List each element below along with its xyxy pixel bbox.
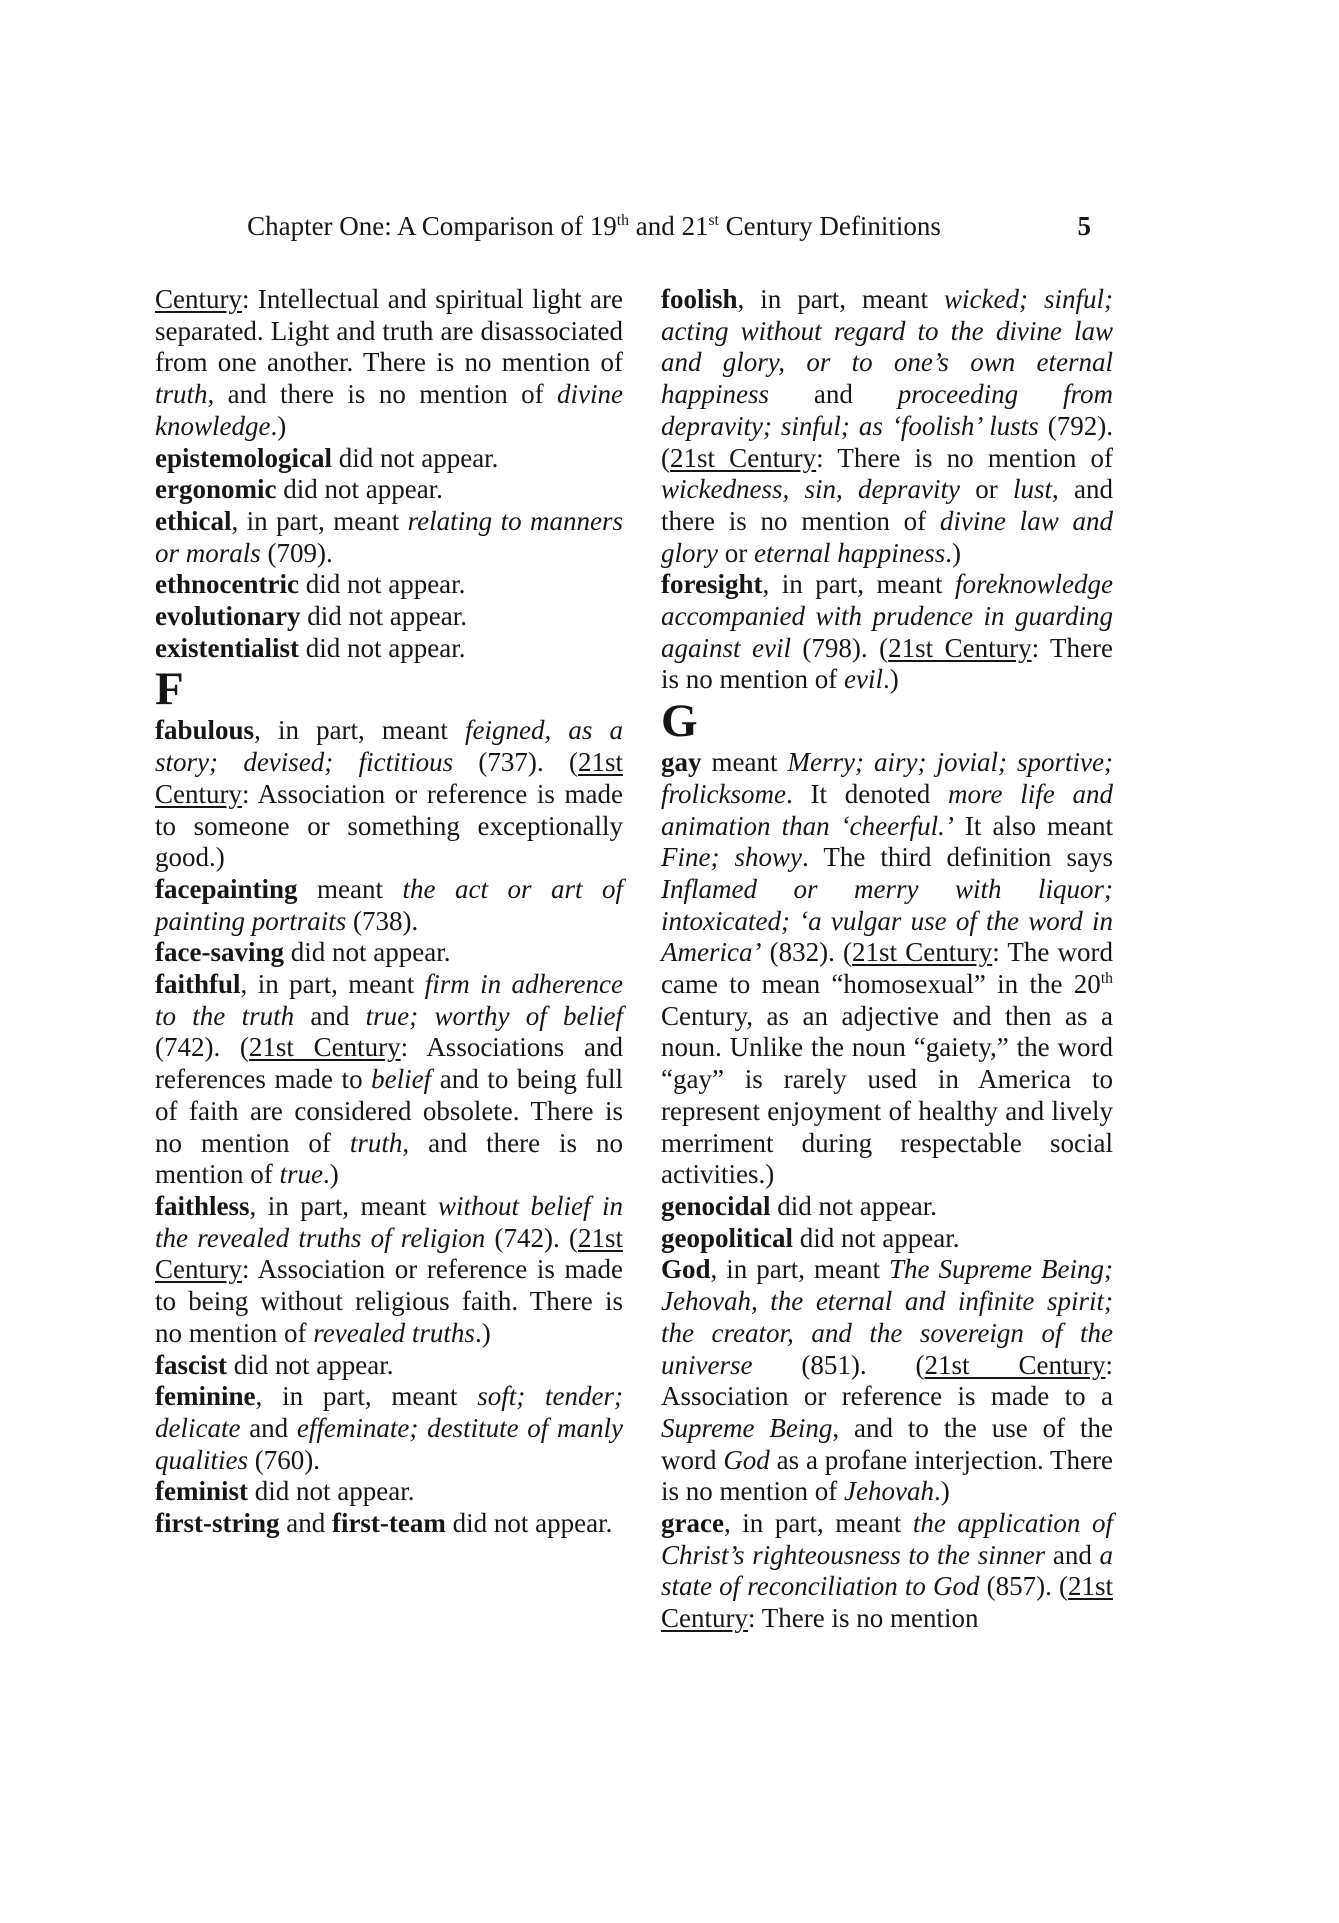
text-segment: or xyxy=(718,537,754,568)
text-segment: and xyxy=(1045,1539,1100,1570)
text-segment: , and there is no mention of xyxy=(661,474,1114,536)
text-segment: (792). ( xyxy=(661,410,1114,473)
text-segment: face-saving xyxy=(155,937,284,968)
text-segment: (737). ( xyxy=(453,747,578,778)
text-segment: : Association or reference is made to someone or something exceptionally good.) xyxy=(155,778,623,873)
text-segment: Century, as an adjective and then as a noun. Unlike the noun “gaiety,” the word “gay” is rarely used in America to represent enjoyment of healthy and lively merriment during respectable social activities.) xyxy=(661,1000,1113,1190)
text-segment: belief xyxy=(371,1064,432,1095)
text-segment: divine law and glory xyxy=(661,505,1113,568)
text-segment: divine knowledge xyxy=(155,379,623,441)
dictionary-entry xyxy=(155,1508,623,1540)
section-letter: G xyxy=(661,695,698,748)
text-segment: without belief in the revealed truths of religion xyxy=(155,1190,623,1253)
chapter-title xyxy=(155,211,1033,241)
text-segment: genocidal xyxy=(661,1190,771,1221)
text-segment: faithful xyxy=(155,969,241,1000)
text-segment: epistemological xyxy=(155,442,332,473)
text-segment: : There is no mention xyxy=(748,1603,979,1634)
text-segment: Century Definitions xyxy=(718,211,941,241)
text-segment: : Association or reference is made to being without religious faith. There is no mention of xyxy=(155,1254,623,1348)
text-segment: 21st Century xyxy=(888,632,1032,663)
text-segment: did not appear. xyxy=(300,601,467,632)
text-segment: , in part, meant xyxy=(249,1190,438,1221)
text-segment: grace xyxy=(661,1508,724,1539)
dictionary-entry xyxy=(155,1476,623,1508)
text-segment: , and there is no mention of xyxy=(155,1127,624,1190)
text-segment: : Associations and references made to xyxy=(155,1032,623,1095)
dictionary-entry xyxy=(155,474,623,506)
text-segment: Century xyxy=(155,284,242,314)
text-segment: (742). ( xyxy=(485,1222,578,1253)
text-segment: fabulous xyxy=(155,715,255,746)
text-segment: fascist xyxy=(155,1349,227,1380)
text-segment: Inflamed or merry with liquor; intoxicated; ‘a vulgar use of the word in America’ xyxy=(661,873,1113,968)
text-segment: did not appear. xyxy=(276,474,443,505)
text-segment: and xyxy=(279,1508,332,1539)
text-segment: did not appear. xyxy=(445,1508,613,1539)
text-segment: feminine xyxy=(155,1381,256,1412)
text-segment: and xyxy=(769,379,898,410)
text-segment: first-string xyxy=(155,1508,280,1539)
text-segment: .) xyxy=(882,664,899,695)
text-segment: truth xyxy=(349,1127,403,1158)
text-segment: . It denoted xyxy=(785,778,948,809)
text-segment: did not appear. xyxy=(792,1222,960,1253)
text-segment: first-team xyxy=(331,1508,446,1539)
text-segment: feigned, as a story; devised; fictitious xyxy=(155,715,623,778)
text-segment: did not appear. xyxy=(298,569,466,600)
text-segment: Chapter One: A Comparison of 19 xyxy=(247,211,617,241)
text-segment: and xyxy=(294,1000,366,1031)
text-segment: 21st Century xyxy=(661,1571,1113,1634)
text-segment: effeminate; destitute of manly qualities xyxy=(155,1412,623,1475)
text-segment: relating to manners or morals xyxy=(155,505,624,568)
text-segment: more life and animation than ‘cheerful.’ xyxy=(661,778,1113,841)
text-segment: the act or art of painting portraits xyxy=(155,873,623,936)
dictionary-entry xyxy=(155,874,623,937)
dictionary-entry xyxy=(155,443,623,475)
dictionary-entry xyxy=(155,601,623,633)
dictionary-entry xyxy=(155,969,623,1191)
dictionary-entry xyxy=(155,506,623,569)
text-segment: 21st Century xyxy=(670,442,817,473)
text-segment: and xyxy=(240,1412,297,1443)
text-segment: (709). xyxy=(260,537,333,568)
text-segment: (857). ( xyxy=(979,1571,1068,1602)
dictionary-entry xyxy=(155,569,623,601)
text-segment: , in part, meant xyxy=(710,1254,890,1285)
text-segment: a state of reconciliation to God xyxy=(661,1539,1113,1602)
dictionary-entry xyxy=(661,1223,1113,1255)
text-segment: .) xyxy=(933,1476,950,1507)
dictionary-entry xyxy=(155,1191,623,1350)
text-segment: (760). xyxy=(248,1444,320,1475)
text-segment: foolish xyxy=(661,284,738,314)
dictionary-entry xyxy=(155,1381,623,1476)
text-segment: The Supreme Being; Jehovah, the eternal and infinite spirit; the creator, and the sovereign of the universe xyxy=(661,1254,1113,1380)
text-segment: , in part, meant xyxy=(254,715,466,746)
text-segment: the application of Christ’s righteousness to the sinner xyxy=(661,1508,1113,1570)
text-segment: th xyxy=(1100,970,1113,988)
text-segment: did not appear. xyxy=(298,632,466,663)
text-segment: did not appear. xyxy=(247,1476,415,1507)
text-segment: God xyxy=(661,1254,711,1285)
running-header xyxy=(155,211,1113,241)
text-segment: meant xyxy=(701,747,788,778)
text-segment: and 21 xyxy=(628,211,709,241)
text-segment: revealed truths xyxy=(313,1317,475,1348)
text-segment: did not appear. xyxy=(770,1190,937,1221)
page-number: 5 xyxy=(1077,211,1091,241)
text-segment: (832). ( xyxy=(761,937,853,968)
text-segment: : There is no mention of xyxy=(661,632,1114,695)
dictionary-entry xyxy=(661,284,1113,569)
text-segment: .) xyxy=(270,410,287,441)
text-segment: ethnocentric xyxy=(155,569,299,600)
text-segment: , and there is no mention of xyxy=(207,379,558,410)
text-segment: foresight xyxy=(661,569,763,600)
text-segment: th xyxy=(616,212,629,229)
right-column xyxy=(661,284,1113,1635)
section-letter: F xyxy=(155,663,184,716)
dictionary-entry xyxy=(661,569,1113,696)
text-segment: st xyxy=(708,212,719,229)
text-segment: geopolitical xyxy=(661,1222,793,1253)
text-segment: lust xyxy=(1013,474,1053,505)
text-segment: , in part, meant xyxy=(762,569,956,600)
text-segment: gay xyxy=(661,747,702,778)
text-segment: , in part, meant xyxy=(723,1508,913,1539)
text-segment: existentialist xyxy=(155,632,299,663)
text-segment: or xyxy=(959,474,1013,505)
text-segment: : Intellectual and spiritual light are separated. Light and truth are disassociated from one another. There is no mention of xyxy=(155,284,623,378)
text-segment: proceeding from depravity; sinful; as ‘foolish’ lusts xyxy=(661,379,1114,441)
text-segment: , in part, meant xyxy=(255,1381,478,1412)
text-segment: did not appear. xyxy=(283,937,451,968)
text-segment: foreknowledge accompanied with prudence in guarding against evil xyxy=(661,569,1113,663)
dictionary-entry xyxy=(155,1350,623,1382)
text-segment: and to being full of faith are considered obsolete. There is no mention of xyxy=(155,1064,624,1158)
text-segment: .) xyxy=(322,1159,339,1190)
text-segment: : The word came to mean “homosexual” in the 20 xyxy=(661,937,1114,1000)
text-segment: as a profane interjection. There is no mention of xyxy=(661,1444,1113,1507)
text-segment: wicked; sinful; acting without regard to the divine law and glory, or to one’s own eternal happiness xyxy=(661,284,1113,410)
dictionary-entry xyxy=(155,937,623,969)
dictionary-entry xyxy=(661,1254,1113,1508)
text-segment: : Association or reference is made to a xyxy=(661,1349,1113,1412)
text-segment: feminist xyxy=(155,1476,248,1507)
dictionary-entry xyxy=(155,633,623,665)
dictionary-entry xyxy=(155,284,623,443)
text-segment: 21st Century xyxy=(155,747,623,809)
text-segment: : There is no mention of xyxy=(816,442,1113,473)
text-segment: God xyxy=(723,1444,770,1475)
text-segment: .) xyxy=(945,537,961,568)
text-segment: It also meant xyxy=(953,810,1113,841)
text-segment: did not appear. xyxy=(226,1349,394,1380)
dictionary-entry xyxy=(661,747,1113,1191)
text-segment: evil xyxy=(844,664,883,695)
text-segment: did not appear. xyxy=(331,442,499,473)
text-segment: 21st Century xyxy=(852,937,993,968)
text-segment: true; worthy of belief xyxy=(365,1000,624,1031)
text-segment: faithless xyxy=(155,1190,250,1221)
text-segment: (738). xyxy=(346,905,419,936)
text-segment: , in part, meant xyxy=(737,284,945,314)
text-segment: Supreme Being xyxy=(661,1412,833,1443)
text-segment: meant xyxy=(297,873,403,904)
text-segment: true xyxy=(279,1159,323,1190)
text-segment: , and to the use of the word xyxy=(661,1412,1113,1475)
text-segment: (742). ( xyxy=(155,1032,249,1063)
text-segment: ergonomic xyxy=(155,474,277,505)
text-segment: wickedness, sin, depravity xyxy=(661,474,960,505)
text-segment: 21st Century xyxy=(924,1349,1106,1380)
text-segment: 21st Century xyxy=(155,1222,623,1285)
text-segment: soft; tender; delicate xyxy=(155,1381,623,1443)
text-segment: .) xyxy=(474,1317,491,1348)
dictionary-entry xyxy=(661,1191,1113,1223)
text-segment: eternal happiness xyxy=(754,537,946,568)
two-column-body xyxy=(155,284,1113,1635)
dictionary-entry xyxy=(661,1508,1113,1635)
text-segment: Jehovah xyxy=(844,1476,934,1507)
text-segment: (851). ( xyxy=(752,1349,925,1380)
text-segment: (798). ( xyxy=(790,632,889,663)
text-segment: , in part, meant xyxy=(231,505,408,536)
dictionary-entry xyxy=(155,715,623,874)
text-segment: firm in adherence to the truth xyxy=(155,969,623,1031)
text-segment: 21st Century xyxy=(248,1032,401,1063)
text-segment: , in part, meant xyxy=(240,969,425,1000)
text-segment: evolutionary xyxy=(155,601,301,632)
left-column xyxy=(155,284,623,1635)
text-segment: Merry; airy; jovial; sportive; frolicksome xyxy=(661,747,1113,809)
text-segment: . The third definition says xyxy=(802,842,1113,873)
text-segment: Fine; showy xyxy=(661,842,803,873)
text-segment: facepainting xyxy=(155,873,298,904)
text-segment: truth xyxy=(155,379,208,410)
text-segment: ethical xyxy=(155,505,232,536)
